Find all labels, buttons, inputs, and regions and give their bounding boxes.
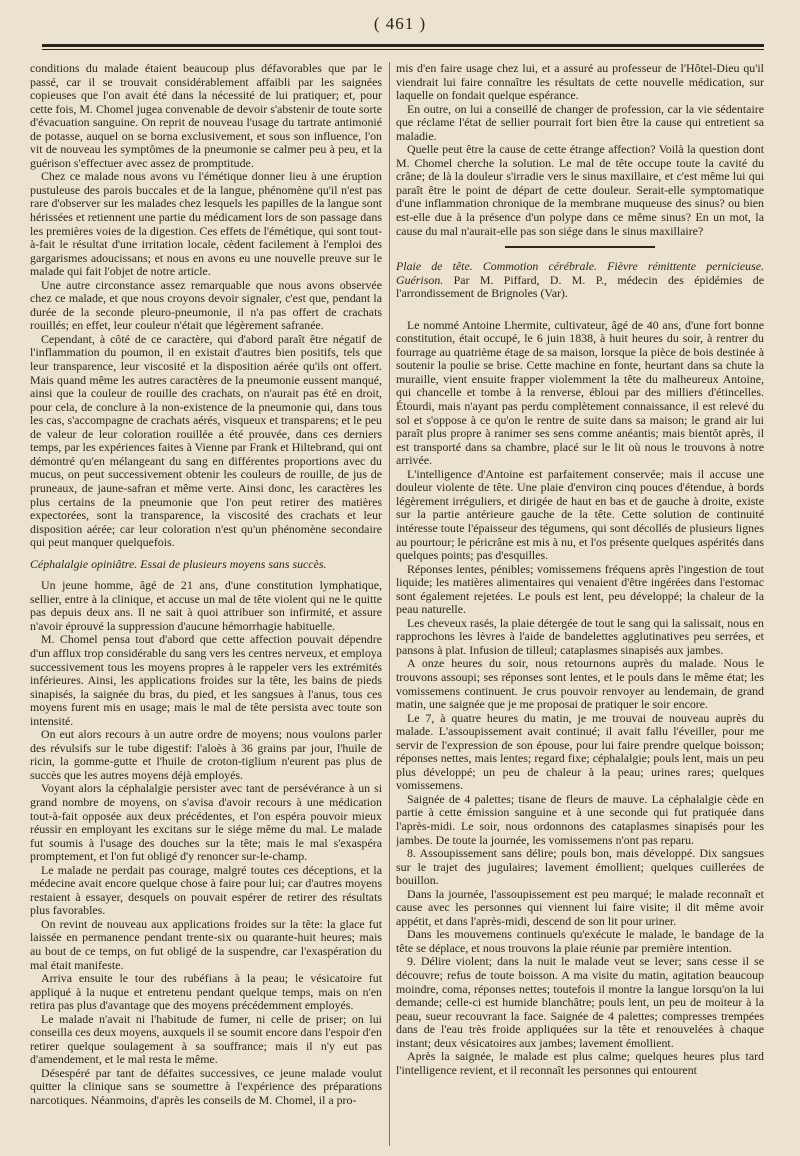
paragraph: Les cheveux rasés, la plaie détergée de tout le sang qui la salissait, nous en rapprochons les lèvres à l'aide de bandelettes agglutinatives peu serrées, et pansons à plat. Infusion de tilleul; cataplasmes sinapisés aux jambes. <box>396 615 764 657</box>
paragraph: On revint de nouveau aux applications froides sur la tête: la glace fut laissée en permanence pendant trente-six ou quarante-huit heures; mais au bout de ce temps, on fut obligé de la suspendre, car l'exaspération du mal était manifeste. <box>30 916 382 972</box>
paragraph: Saignée de 4 palettes; tisane de fleurs de mauve. La céphalalgie cède en partie à cette émission sanguine et à une seconde qui fut pratiquée dans l'après-midi. Le soir, nous ordonnons des cataplasmes sinapisés pour les jambes. De toute la journée, les vomissemens n'ont pas reparu. <box>396 791 764 847</box>
column-divider <box>389 62 390 1146</box>
header-rule <box>42 44 764 54</box>
paragraph: L'intelligence d'Antoine est parfaitement conservée; mais il accuse une douleur violente de tête. Une plaie d'environ cinq pouces d'étendue, à bords légèrement irréguliers, et dirigée de haut en bas et de gauche à droite, existe sur la partie antérieure gauche de la tête. Cette solution de continuité intéresse toute l'épaisseur des tégumens, qui sont décollés de plusieurs lignes au pourtour; le péricrâne est mis à nu, et l'os présente quelques aspérités dans quelques points; pas d'esquilles. <box>396 466 764 563</box>
paragraph: Après la saignée, le malade est plus calme; quelques heures plus tard l'intelligence revient, et il reconnaît les personnes qui entourent <box>396 1049 764 1077</box>
paragraph: Réponses lentes, pénibles; vomissemens fréquens après l'ingestion de tout liquide; les matières alimentaires qui venaient d'être ingérées dans l'estomac sont également rejetées. Le pouls est lent, peu développé; la chaleur de la peau naturelle. <box>396 561 764 617</box>
paragraph: Le malade ne perdait pas courage, malgré toutes ces déceptions, et la médecine avait encore quelque chose à faire pour lui; car d'autres moyens restaient à essayer, desquels on pouvait espérer de retirer des résultats plus favorables. <box>30 862 382 918</box>
paragraph: A onze heures du soir, nous retournons auprès du malade. Nous le trouvons assoupi; ses réponses sont lentes, et le pouls dans le même état; les vomissemens continuent. Je crus pouvoir renvoyer au lendemain, de grand matin, une saignée que je me proposai de pratiquer le soir encore. <box>396 656 764 712</box>
paragraph: Le nommé Antoine Lhermite, cultivateur, âgé de 40 ans, d'une fort bonne constitution, était occupé, le 6 juin 1838, à huit heures du soir, à rentrer du fourrage au quatrième étage de sa maison, lorsque la pièce de bois destinée à soutenir la poulie se brise. Cette machine en fonte, heurtant dans sa chute la muraille, vient ensuite frapper violemment la tête du malheureux Antoine, qui chancelle et tombe à la renverse, ébloui par des milliers d'étincelles. Étourdi, mais n'ayant pas perdu complètement connaissance, il est relevé du sol et s'oppose à ce qu'on le rentre de suite dans sa maison; le grand air lui paraît plus propre à ranimer ses sens comme anéantis; mais bientôt après, il est transporté dans sa chambre, placé sur le lit où nous le trouvons à notre arrivée. <box>396 317 764 468</box>
paragraph: Chez ce malade nous avons vu l'émétique donner lieu à une éruption pustuleuse des parois buccales et de la langue, phénomène qu'il n'est pas rare d'observer sur les malades chez lesquels les papilles de la langue sont hérissées et retiennent une partie du médicament lors de son passage dans les premières voies de la digestion. Ces effets de l'émétique, qui sont tout-à-fait le résultat d'une irritation locale, cèdent facilement à l'emploi des gargarismes adoucissans; et nous en avons eu une nouvelle preuve sur le malade qui fait l'objet de notre article. <box>30 169 382 279</box>
paragraph: En outre, on lui a conseillé de changer de profession, car la vie sédentaire que réclame l'état de sellier pourrait fort bien être la cause qui entretient sa maladie. <box>396 101 764 143</box>
paragraph: Une autre circonstance assez remarquable que nous avons observée chez ce malade, et que nous croyons devoir signaler, c'est que, pendant la durée de la seconde pleuro-pneumonie, il n'a pas offert de crachats rouillés; en effet, leur couleur n'était que légèrement safranée. <box>30 277 382 333</box>
section-separator <box>505 246 655 252</box>
paragraph: M. Chomel pensa tout d'abord que cette affection pouvait dépendre d'un afflux trop considérable du sang vers les centres nerveux, et employa successivement tous les moyens propres à le rappeler vers les extrémités inférieures. Ainsi, les applications froides sur la tête, les bains de pieds sinapisés, la saignée du bras, du pied, et les sangsues à l'anus, tous ces moyens furent mis en usage; mais le mal de tête persista avec toute son intensité. <box>30 632 382 728</box>
right-column <box>396 62 764 1150</box>
article-title-italic: Plaie de tête. Commotion cérébrale. Fièvre rémittente pernicieuse. Guérison. <box>396 259 764 287</box>
paragraph: conditions du malade étaient beaucoup plus défavorables que par le passé, car il se trouvait considérablement affaibli par les saignées copieuses que l'on avait été dans la nécessité de lui pratiquer; et, pour cette fois, M. Chomel jugea convenable de devoir s'abstenir de toute sorte d'évacuation sanguine. On reprit de nouveau l'usage du tartrate antimonié de potasse, auquel on se borna exclusivement, et sous son influence, l'on vit de nouveau les symptômes de la pneumonie se calmer peu à peu, et la guérison s'effectuer avec assez de promptitude. <box>30 62 382 170</box>
paragraph: On eut alors recours à un autre ordre de moyens; nous voulons parler des révulsifs sur le tube digestif: l'aloès à 36 grains par jour, l'huile de ricin, la gomme-gutte et l'huile de croton-tiglium n'eurent pas plus de succès que les autres moyens déjà employés. <box>30 727 382 782</box>
paragraph: Un jeune homme, âgé de 21 ans, d'une constitution lymphatique, sellier, entre à la clinique, et accuse un mal de tête violent qui ne le quitte pas depuis deux ans. Il ne sait à quoi attribuer son infirmité, et assure n'avoir éprouvé la suppression d'aucune hémorrhagie habituelle. <box>30 578 382 633</box>
paragraph: Cependant, à côté de ce caractère, qui d'abord paraît être négatif de l'inflammation du poumon, il en existait d'autres bien positifs, tels que leur transparence, leur viscosité et la disposition aérée qu'ils ont offert. Mais quand même les autres caractères de la pneumonie eussent manqué, ainsi que la couleur de rouille des crachats, on n'aurait pas été en droit, pour cela, de conclure à la non-existence de la pneumonie qui, dans tous les cas, s'accompagne de crachats aérés, visqueux et transparens; et le peu de valeur de leur coloration rouillée a été prouvée, dans ces derniers temps, par les expériences faites à Vienne par Frank et Hiltebrand, qui ont démontré qu'en mélangeant du sang en différentes proportions avec du mucus, on peut successivement obtenir les couleurs de rouille, de jus de pruneaux, de jaune-safran et même verte. Ainsi donc, les caractères les plus certains de la pneumonie que l'on peut retirer des matières expectorées, sont la transparence, la viscosité des crachats et leur disposition aérée; car leur coloration n'est qu'un phénomène secondaire qui peut manquer quelquefois. <box>30 331 382 550</box>
left-column <box>30 62 382 1150</box>
paragraph: Le 7, à quatre heures du matin, je me trouvai de nouveau auprès du malade. L'assoupissement avait continué; il avait fallu l'éveiller, pour me servir de l'expression de son épouse, pour lui faire prendre quelque boisson; réponses nettes, mais lentes; regard fixe; céphalalgie; pouls lent, mais un peu plus développé; un peu de chaleur à la peau; urines rares; quelques vomissemens. <box>396 710 764 793</box>
paragraph: 9. Délire violent; dans la nuit le malade veut se lever; sans cesse il se découvre; refus de toute boisson. A ma visite du matin, agitation beaucoup moindre, coma, réponses nettes; toutefois il montre la langue lorsqu'on la lui demande; celle-ci est humide blanchâtre; pouls lent, un peu de moiteur à la peau, sueur recouvrant la face. Saignée de 4 palettes; compresses trempées dans de l'eau très froide appliquées sur la tête et renouvelées à chaque instant; deux vésicatoires aux jambes; lavement émollient. <box>396 954 764 1050</box>
paragraph: Arriva ensuite le tour des rubéfians à la peau; le vésicatoire fut appliqué à la nuque et entretenu pendant quelque temps, mais on n'en retira pas plus d'avantage que des moyens précédemment employés. <box>30 971 382 1013</box>
paragraph: 8. Assoupissement sans délire; pouls bon, mais développé. Dix sangsues sur le trajet des jugulaires; lavement émollient; quelques cuillerées de bouillon. <box>396 846 764 888</box>
paragraph: Dans la journée, l'assoupissement est peu marqué; le malade reconnaît et cause avec les personnes qui viennent lui faire visite; il dit même avoir appétit, et dans l'après-midi, descend de son lit pour uriner. <box>396 886 764 928</box>
section-title: Céphalalgie opiniâtre. Essai de plusieurs moyens sans succès. <box>30 556 327 571</box>
paragraph: mis d'en faire usage chez lui, et a assuré au professeur de l'Hôtel-Dieu qu'il viendrait lui faire connaître les résultats de cette nouvelle médication, sur laquelle on fondait quelque espérance. <box>396 62 764 103</box>
article-title-author: Par M. Piffard, D. M. P., médecin des épidémies de l'arrondissement de Brignoles (Var). <box>396 272 764 301</box>
paragraph: Le malade n'avait ni l'habitude de fumer, ni celle de priser; on lui conseilla ces deux moyens, auxquels il se soumit encore dans l'espoir d'en retirer quelque soulagement à sa souffrance; mais il n'y eut pas d'amendement, et le mal resta le même. <box>30 1011 382 1067</box>
paragraph: Quelle peut être la cause de cette étrange affection? Voilà la question dont M. Chomel cherche la solution. Le mal de tête occupe toute la cavité du crâne; de là la douleur s'irradie vers le sinus maxillaire, et c'est même lui qui paraît être le point de départ de cette douleur. Serait-elle symptomatique d'une inflammation chronique de la membrane muqueuse des sinus? ou bien est-elle due à la présence d'un polype dans ce même sinus? En un mot, la cause du mal n'aurait-elle pas son siége dans le sinus maxillaire? <box>396 142 764 238</box>
article-title <box>396 260 764 301</box>
paragraph: Désespéré par tant de défaites successives, ce jeune malade voulut quitter la clinique sans se soumettre à l'expérience des préparations narcotiques. Néanmoins, d'après les conseils de M. Chomel, il a pro- <box>30 1065 382 1108</box>
page-number: ( 461 ) <box>373 14 427 33</box>
paragraph: Dans les mouvemens continuels qu'exécute le malade, le bandage de la tête se déplace, et nous trouvons la plaie réunie par première intention. <box>396 927 764 955</box>
paragraph: Voyant alors la céphalalgie persister avec tant de persévérance à un si grand nombre de moyens, on s'avisa d'avoir recours à une médication tout-à-fait opposée aux deux précédentes, et l'on espéra pouvoir mieux réussir en employant les excitans sur le siége même du mal. Le malade fut soumis à l'usage des douches sur la tête; mais le mal s'exaspéra promptement, et l'on fut obligé d'y renoncer sur-le-champ. <box>30 781 382 864</box>
